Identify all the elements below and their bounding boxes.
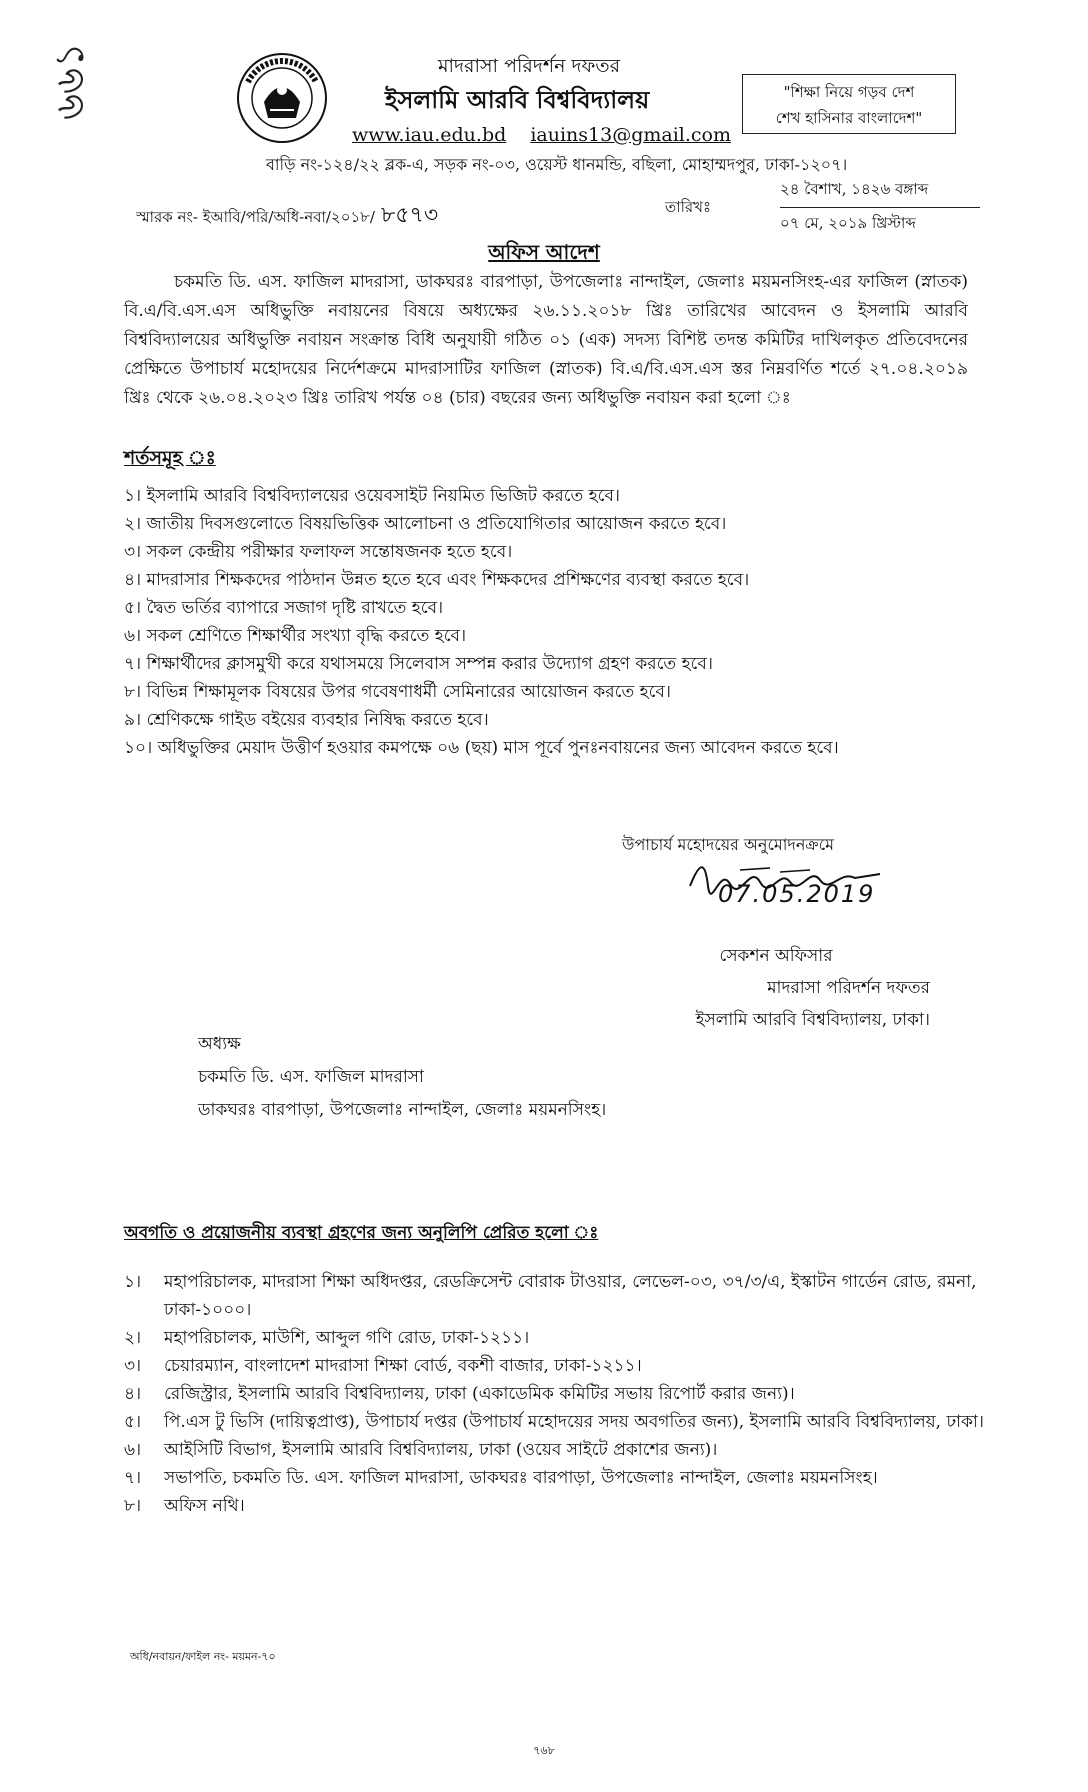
condition-item: ২। জাতীয় দিবসগুলোতে বিষয়ভিত্তিক আলোচনা ও প্রতিযোগিতার আয়োজন করতে হবে।	[124, 514, 727, 534]
document-title: অফিস আদেশ	[488, 240, 600, 264]
conditions-heading: শর্তসমূহ ঃ	[124, 447, 216, 469]
condition-item: ৬। সকল শ্রেণিতে শিক্ষার্থীর সংখ্যা বৃদ্ধি করতে হবে।	[124, 626, 467, 646]
university-logo	[236, 52, 328, 144]
condition-item: ৭। শিক্ষার্থীদের ক্লাসমুখী করে যথাসময়ে সিলেবাস সম্পন্ন করার উদ্যোগ গ্রহণ করতে হবে।	[124, 654, 713, 674]
approval-note: উপাচার্য মহোদয়ের অনুমোদনক্রমে	[622, 835, 835, 854]
ref-label: স্মারক নং- ইআবি/পরি/অধি-নবা/২০১৮/	[136, 208, 375, 226]
date-bangla: ২৪ বৈশাখ, ১৪২৬ বঙ্গাব্দ	[780, 178, 980, 208]
conditions-list	[124, 482, 984, 762]
address: বাড়ি নং-১২৪/২২ ব্লক-এ, সড়ক নং-০৩, ওয়েস্ট ধানমন্ডি, বছিলা, মোহাম্মদপুর, ঢাকা-১২০৭।	[266, 155, 848, 174]
copy-to-item: ২। মহাপরিচালক, মাউশি, আব্দুল গণি রোড, ঢাকা-১২১১।	[124, 1328, 530, 1348]
copy-to-heading: অবগতি ও প্রয়োজনীয় ব্যবস্থা গ্রহণের জন্য অনুলিপি প্রেরিত হলো ঃ	[124, 1223, 599, 1243]
recipient-title: অধ্যক্ষ	[198, 1034, 241, 1054]
copy-to-list	[124, 1268, 984, 1520]
intro-paragraph: চকমতি ডি. এস. ফাজিল মাদরাসা, ডাকঘরঃ বারপাড়া, উপজেলাঃ নান্দাইল, জেলাঃ ময়মনসিংহ-এর ফাজিল (স্নাতক) বি.এ/বি.এস.এস অধিভুক্তি নবায়নের বিষয়ে অধ্যক্ষের ২৬.১১.২০১৮ খ্রিঃ তারিখের আবেদন ও ইসলামি আরবি বিশ্ববিদ্যালয়ের অধিভুক্তি নবায়ন সংক্রান্ত বিধি অনুযায়ী গঠিত ০১ (এক) সদস্য বিশিষ্ট তদন্ত কমিটির দাখিলকৃত প্রতিবেদনের প্রেক্ষিতে উপাচার্য মহোদয়ের নির্দেশক্রমে মাদরাসাটির ফাজিল (স্নাতক) বি.এ/বি.এস.এস স্তর নিম্নবর্ণিত শর্তে ২৭.০৪.২০১৯ খ্রিঃ থেকে ২৬.০৪.২০২৩ খ্রিঃ তারিখ পর্যন্ত ০৪ (চার) বছরের জন্য অধিভুক্তি নবায়ন করা হলো ঃ	[124, 272, 968, 408]
handwritten-corner-number: ৬৬১	[47, 42, 93, 120]
memo-reference	[136, 198, 438, 235]
condition-item: ৫। দ্বৈত ভর্তির ব্যাপারে সজাগ দৃষ্টি রাখতে হবে।	[124, 598, 444, 618]
signatory-block	[622, 940, 930, 1036]
copy-to-item: ১। মহাপরিচালক, মাদরাসা শিক্ষা অধিদপ্তর, রেডক্রিসেন্ট বোরাক টাওয়ার, লেভেল-০৩, ৩৭/৩/এ, ইস্কাটন গার্ডেন রোড, রমনা, ঢাকা-১০০০।	[124, 1272, 977, 1320]
recipient-institution: চকমতি ডি. এস. ফাজিল মাদরাসা	[198, 1067, 424, 1087]
copy-to-item: ৮। অফিস নথি।	[124, 1496, 245, 1516]
recipient-address: ডাকঘরঃ বারপাড়া, উপজেলাঃ নান্দাইল, জেলাঃ ময়মনসিংহ।	[198, 1100, 607, 1120]
email-link[interactable]: iauins13@gmail.com	[530, 124, 731, 146]
date-box	[780, 178, 980, 237]
page-number: ৭৬৮	[533, 1744, 555, 1757]
date-label: তারিখঃ	[665, 198, 711, 216]
signatory-office: মাদরাসা পরিদর্শন দফতর	[767, 978, 930, 998]
condition-item: ৩। সকল কেন্দ্রীয় পরীক্ষার ফলাফল সন্তোষজনক হতে হবে।	[124, 542, 513, 562]
signatory-university: ইসলামি আরবি বিশ্ববিদ্যালয়, ঢাকা।	[695, 1010, 930, 1030]
slogan-box	[742, 74, 956, 134]
office-name: মাদরাসা পরিদর্শন দফতর	[438, 55, 621, 77]
ref-number: ৮৫৭৩	[380, 203, 439, 228]
recipient-block	[198, 1028, 606, 1127]
university-name: ইসলামি আরবি বিশ্ববিদ্যালয়	[385, 85, 650, 114]
copy-to-item: ৭। সভাপতি, চকমতি ডি. এস. ফাজিল মাদরাসা, ডাকঘরঃ বারপাড়া, উপজেলাঃ নান্দাইল, জেলাঃ ময়মনসিংহ।	[124, 1468, 878, 1488]
slogan-line-1: "শিক্ষা নিয়ে গড়ব দেশ	[783, 83, 915, 101]
condition-item: ১০। অধিভুক্তির মেয়াদ উত্তীর্ণ হওয়ার কমপক্ষে ০৬ (ছয়) মাস পূর্বে পুনঃনবায়নের জন্য আবেদন করতে হবে।	[124, 738, 839, 758]
contact-links	[352, 124, 749, 146]
copy-to-item: ৫। পি.এস টু ভিসি (দায়িত্বপ্রাপ্ত), উপাচার্য দপ্তর (উপাচার্য মহোদয়ের সদয় অবগতির জন্য), ইসলামি আরবি বিশ্ববিদ্যালয়, ঢাকা।	[124, 1412, 984, 1432]
condition-item: ৮। বিভিন্ন শিক্ষামূলক বিষয়ের উপর গবেষণাধর্মী সেমিনারের আয়োজন করতে হবে।	[124, 682, 671, 702]
signature-date: 07.05.2019	[718, 880, 876, 908]
signatory-designation: সেকশন অফিসার	[719, 946, 833, 966]
file-number: অধি/নবায়ন/ফাইল নং- ময়মন-৭০	[130, 1650, 276, 1663]
slogan-line-2: শেখ হাসিনার বাংলাদেশ"	[775, 109, 923, 127]
condition-item: ১। ইসলামি আরবি বিশ্ববিদ্যালয়ের ওয়েবসাইট নিয়মিত ভিজিট করতে হবে।	[124, 486, 620, 506]
date-english: ০৭ মে, ২০১৯ খ্রিস্টাব্দ	[780, 214, 916, 232]
condition-item: ৪। মাদরাসার শিক্ষকদের পাঠদান উন্নত হতে হবে এবং শিক্ষকদের প্রশিক্ষণের ব্যবস্থা করতে হবে।	[124, 570, 750, 590]
condition-item: ৯। শ্রেণিকক্ষে গাইড বইয়ের ব্যবহার নিষিদ্ধ করতে হবে।	[124, 710, 489, 730]
copy-to-item: ৬। আইসিটি বিভাগ, ইসলামি আরবি বিশ্ববিদ্যালয়, ঢাকা (ওয়েব সাইটে প্রকাশের জন্য)।	[124, 1440, 718, 1460]
website-link[interactable]: www.iau.edu.bd	[352, 124, 507, 146]
copy-to-item: ৩। চেয়ারম্যান, বাংলাদেশ মাদরাসা শিক্ষা বোর্ড, বকশী বাজার, ঢাকা-১২১১।	[124, 1356, 642, 1376]
copy-to-item: ৪। রেজিস্ট্রার, ইসলামি আরবি বিশ্ববিদ্যালয়, ঢাকা (একাডেমিক কমিটির সভায় রিপোর্ট করার জন্য)।	[124, 1384, 795, 1404]
